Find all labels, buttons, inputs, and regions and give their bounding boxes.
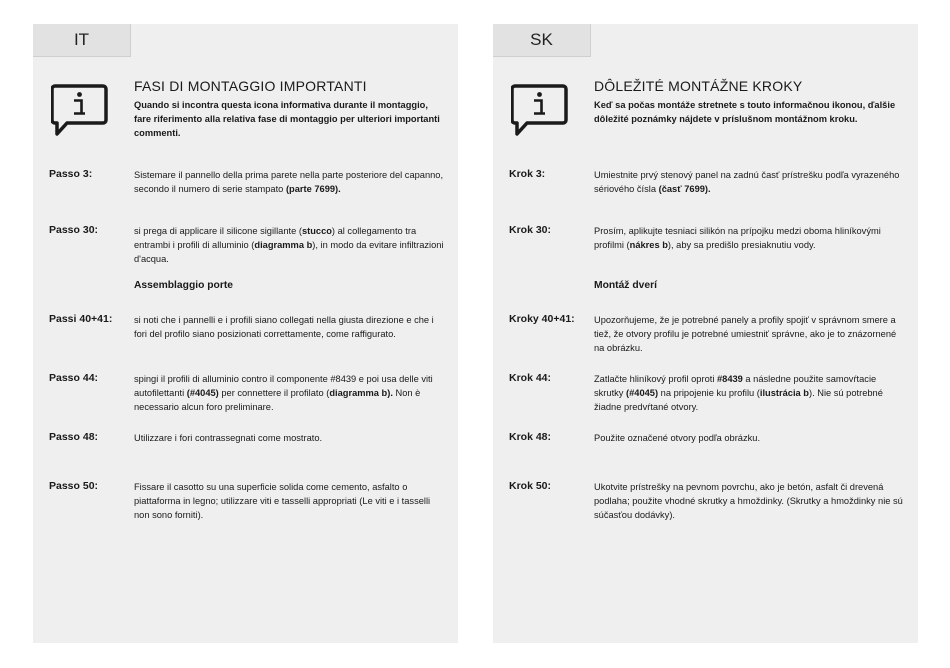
step-text <box>134 431 446 445</box>
bold-text: ilustrácia b <box>759 388 809 398</box>
step-label: Kroky 40+41: <box>509 313 575 325</box>
step-label: Krok 50: <box>509 480 552 492</box>
step-text <box>134 313 446 341</box>
page-sk <box>493 24 918 643</box>
info-icon <box>51 82 109 140</box>
step-label: Passo 48: <box>49 431 99 443</box>
language-tab: IT <box>33 24 131 57</box>
text-run: spingi il profili di alluminio contro il componente #8439 e poi usa delle viti autofilettanti <box>134 374 433 398</box>
step-text <box>594 168 906 196</box>
step-text <box>134 372 446 414</box>
step-label: Krok 30: <box>509 224 552 236</box>
section-subheading: Montáž dverí <box>594 280 657 291</box>
page-it <box>33 24 458 643</box>
step-text <box>594 372 906 414</box>
step-label: Passo 44: <box>49 372 99 384</box>
step-text <box>594 480 906 522</box>
bold-text: b <box>306 240 313 250</box>
bold-text: (časť 7699). <box>658 184 711 194</box>
intro-text: Quando si incontra questa icona informativa durante il montaggio, fare riferimento alla relativa fase di montaggio per ulteriori importanti commenti. <box>134 100 440 138</box>
text-run: Použite označené otvory podľa obrázku. <box>594 433 761 443</box>
step-text <box>594 431 906 445</box>
text-run: ) al collegamento tra entrambi i profili di alluminio ( <box>134 226 417 250</box>
page-title: FASI DI MONTAGGIO IMPORTANTI <box>134 78 367 94</box>
bold-text: (parte 7699). <box>285 184 341 194</box>
step-label: Passo 3: <box>49 168 93 180</box>
text-run: ), aby sa predišlo presiaknutiu vody. <box>667 240 816 250</box>
step-text <box>134 224 446 266</box>
text-run: a následne použite samovŕtacie skrutky <box>594 374 877 398</box>
bold-text: diagramma b). <box>329 388 393 398</box>
text-run: Ukotvite prístrešky na pevnom povrchu, ako je betón, asfalt či drevená podlaha; použite vhodné skrutky a hmoždinky. (Skrutky a hmoždinky nie sú súčasťou dodávky). <box>594 482 903 520</box>
text-run: Upozorňujeme, že je potrebné panely a profily spojiť v správnom smere a tiež, že otvory profilu je potrebné umiestniť správne, ako je to znázornené na obrázku. <box>594 315 897 353</box>
page-title: DÔLEŽITÉ MONTÁŽNE KROKY <box>594 78 803 94</box>
intro-text: Keď sa počas montáže stretnete s touto informačnou ikonou, ďalšie dôležité poznámky nájdete v príslušnom montážnom kroku. <box>594 100 896 124</box>
bold-text: stucco <box>301 226 332 236</box>
text-run: Prosím, aplikujte tesniaci silikón na prípojku medzi oboma hliníkovými profilmi ( <box>594 226 881 250</box>
info-icon <box>511 82 569 140</box>
step-label: Krok 3: <box>509 168 546 180</box>
step-label: Passi 40+41: <box>49 313 113 325</box>
step-text <box>134 168 446 196</box>
text-run: Utilizzare i fori contrassegnati come mostrato. <box>134 433 323 443</box>
text-run: ). Nie sú potrebné žiadne predvŕtané otvory. <box>594 388 883 412</box>
bold-text: (#4045) <box>626 388 659 398</box>
step-label: Krok 48: <box>509 431 552 443</box>
step-text <box>594 224 906 252</box>
text-run: si prega di applicare il silicone sigillante ( <box>134 226 302 236</box>
text-run: ), in modo da evitare infiltrazioni d'acqua. <box>134 240 444 264</box>
text-run: Zatlačte hliníkový profil oproti <box>594 374 717 384</box>
text-run: Fissare il casotto su una superficie solida come cemento, asfalto o piattaforma in legno; utilizzare viti e tasselli appropriati (Le viti e i tasselli non sono forniti). <box>134 482 431 520</box>
section-subheading: Assemblaggio porte <box>134 280 233 291</box>
text-run: Sistemare il pannello della prima parete nella parte posteriore del capanno, secondo il numero di serie stampato <box>134 170 444 194</box>
language-tab: SK <box>493 24 591 57</box>
text-run: na pripojenie ku profilu ( <box>658 388 760 398</box>
text-run: Non è necessario alcun foro preliminare. <box>134 388 421 412</box>
text-run: per connettere il profilato ( <box>218 388 330 398</box>
step-label: Passo 50: <box>49 480 99 492</box>
bold-text: (#4045) <box>186 388 219 398</box>
bold-text: diagramma <box>254 240 304 250</box>
text-run: Umiestnite prvý stenový panel na zadnú časť prístrešku podľa vyrazeného sériového čísla <box>594 170 900 194</box>
bold-text: #8439 <box>716 374 743 384</box>
step-label: Krok 44: <box>509 372 552 384</box>
step-label: Passo 30: <box>49 224 99 236</box>
step-text <box>594 313 906 355</box>
text-run: si noti che i pannelli e i profili siano collegati nella giusta direzione e che i fori del profilo siano posizionati correttamente, come raffigurato. <box>134 315 434 339</box>
step-text <box>134 480 446 522</box>
bold-text: b <box>662 240 668 250</box>
bold-text: nákres <box>629 240 660 250</box>
